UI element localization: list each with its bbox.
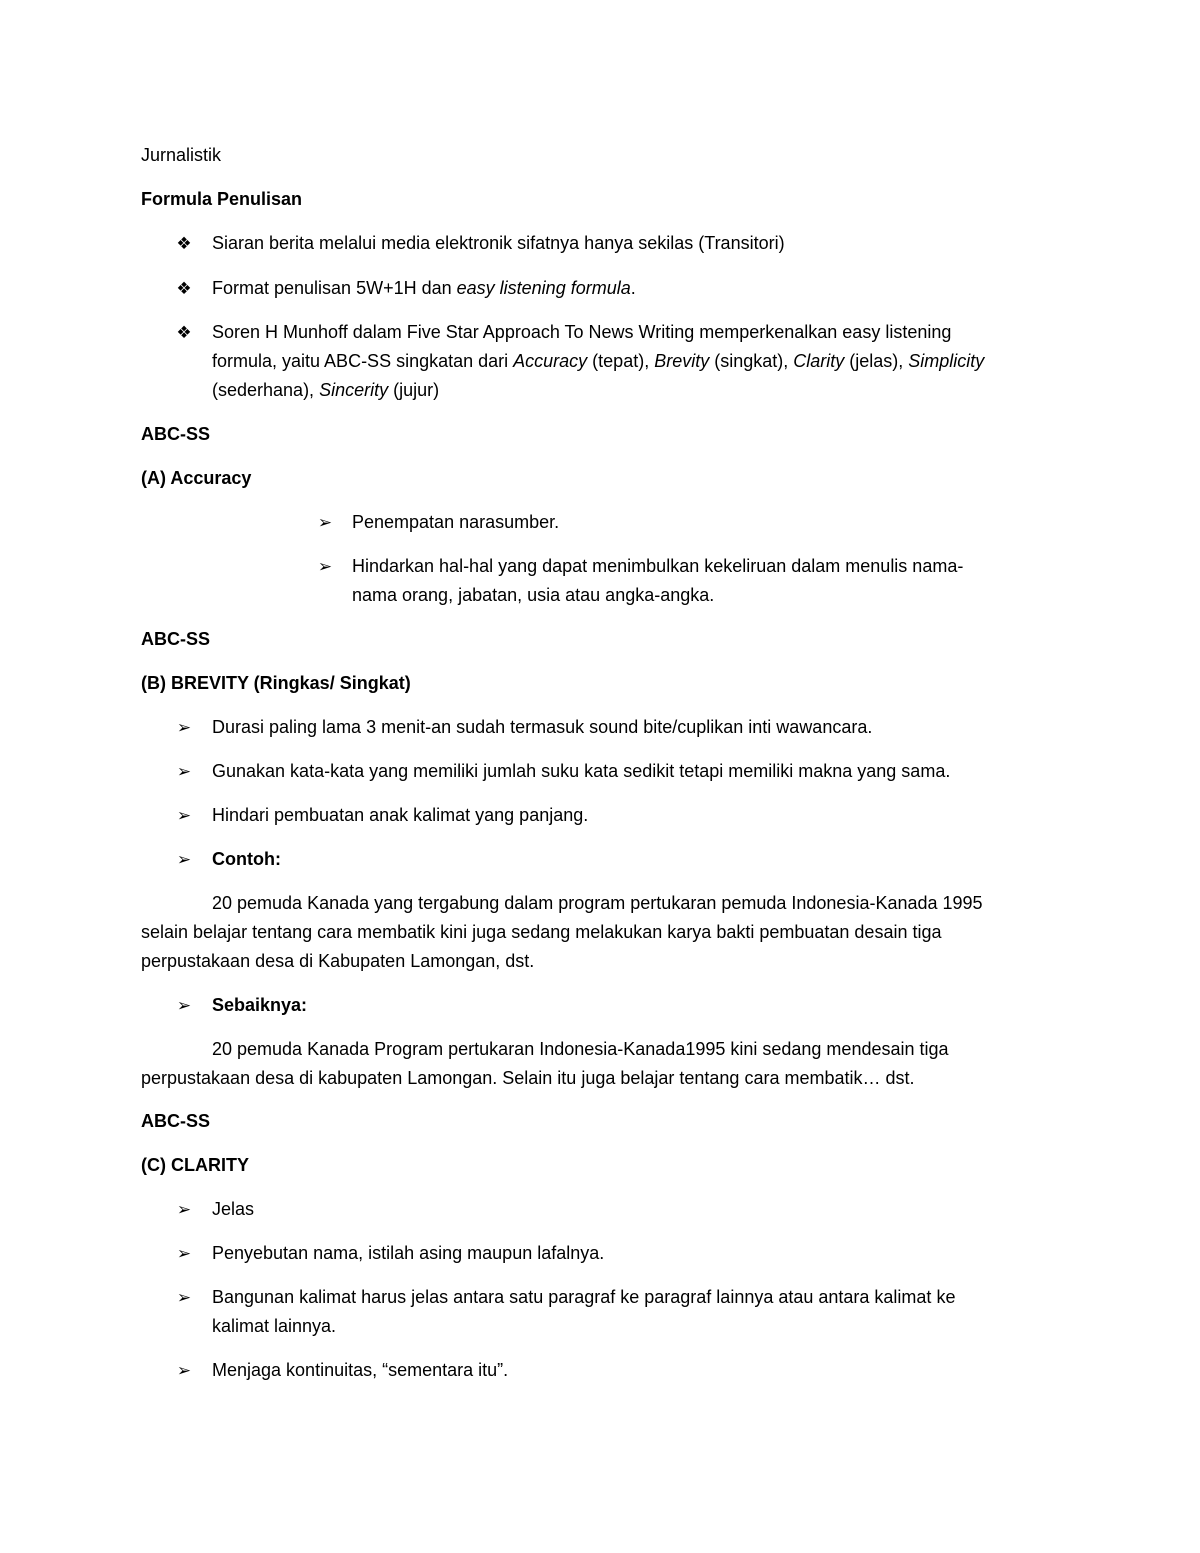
soren-text: (jujur)	[388, 380, 440, 400]
diamond-bullet-icon: ❖	[176, 279, 192, 298]
clarity-heading: (C) CLARITY	[141, 1155, 249, 1175]
formula-item-2	[212, 274, 636, 303]
formula-item-2-text: Format penulisan 5W+1H dan	[212, 278, 457, 298]
soren-line-3	[212, 376, 439, 405]
clarity-item-3b: kalimat lainnya.	[212, 1316, 337, 1336]
formula-item-1: Siaran berita melalui media elektronik sifatnya hanya sekilas (Transitori)	[212, 233, 785, 253]
brevity-item-2: Gunakan kata-kata yang memiliki jumlah suku kata sedikit tetapi memiliki makna yang sama.	[212, 761, 951, 781]
soren-text: (sederhana),	[212, 380, 320, 400]
accuracy-item-1: Penempatan narasumber.	[352, 512, 560, 532]
abcss-label: ABC-SS	[141, 629, 211, 649]
soren-text: (jelas),	[844, 351, 909, 371]
soren-brevity: Brevity	[654, 351, 710, 371]
soren-line-2	[212, 347, 984, 376]
formula-item-2-italic: easy listening formula	[456, 278, 631, 298]
soren-text: (singkat),	[709, 351, 794, 371]
diamond-bullet-icon: ❖	[176, 323, 192, 342]
soren-simplicity: Simplicity	[908, 351, 985, 371]
accuracy-item-2b: nama orang, jabatan, usia atau angka-angka.	[352, 585, 715, 605]
contoh-label: Contoh:	[212, 849, 281, 869]
sebaiknya-line-1: 20 pemuda Kanada Program pertukaran Indonesia-Kanada1995 kini sedang mendesain tiga	[212, 1039, 949, 1059]
soren-text: (tepat),	[587, 351, 655, 371]
contoh-line-2: selain belajar tentang cara membatik kini juga sedang melakukan karya bakti pembuatan desain tiga	[141, 922, 942, 942]
contoh-line-1: 20 pemuda Kanada yang tergabung dalam program pertukaran pemuda Indonesia-Kanada 1995	[212, 893, 983, 913]
arrow-bullet-icon: ➢	[176, 1244, 192, 1263]
arrow-bullet-icon: ➢	[176, 850, 192, 869]
clarity-item-3a: Bangunan kalimat harus jelas antara satu paragraf ke paragraf lainnya atau antara kalimat ke	[212, 1287, 956, 1307]
document-title: Jurnalistik	[141, 145, 222, 165]
arrow-bullet-icon: ➢	[317, 557, 333, 576]
arrow-bullet-icon: ➢	[176, 806, 192, 825]
contoh-line-3: perpustakaan desa di Kabupaten Lamongan, dst.	[141, 951, 535, 971]
soren-line-1: Soren H Munhoff dalam Five Star Approach To News Writing memperkenalkan easy listening	[212, 322, 952, 342]
abcss-label: ABC-SS	[141, 1111, 211, 1131]
accuracy-item-2a: Hindarkan hal-hal yang dapat menimbulkan kekeliruan dalam menulis nama-	[352, 556, 964, 576]
brevity-item-1: Durasi paling lama 3 menit-an sudah termasuk sound bite/cuplikan inti wawancara.	[212, 717, 873, 737]
abcss-label: ABC-SS	[141, 424, 211, 444]
soren-accuracy: Accuracy	[513, 351, 588, 371]
sebaiknya-line-2: perpustakaan desa di kabupaten Lamongan. Selain itu juga belajar tentang cara membatik… dst.	[141, 1068, 915, 1088]
formula-item-2-end: .	[630, 278, 636, 298]
soren-text: formula, yaitu ABC-SS singkatan dari	[212, 351, 514, 371]
soren-clarity: Clarity	[793, 351, 845, 371]
arrow-bullet-icon: ➢	[176, 1288, 192, 1307]
brevity-item-3: Hindari pembuatan anak kalimat yang panjang.	[212, 805, 589, 825]
sebaiknya-label: Sebaiknya:	[212, 995, 308, 1015]
clarity-item-4: Menjaga kontinuitas, “sementara itu”.	[212, 1360, 509, 1380]
brevity-heading: (B) BREVITY (Ringkas/ Singkat)	[141, 673, 411, 693]
formula-heading: Formula Penulisan	[141, 189, 303, 209]
arrow-bullet-icon: ➢	[176, 718, 192, 737]
accuracy-heading: (A) Accuracy	[141, 468, 252, 488]
clarity-item-2: Penyebutan nama, istilah asing maupun lafalnya.	[212, 1243, 605, 1263]
arrow-bullet-icon: ➢	[176, 762, 192, 781]
arrow-bullet-icon: ➢	[317, 513, 333, 532]
clarity-item-1: Jelas	[212, 1199, 255, 1219]
arrow-bullet-icon: ➢	[176, 996, 192, 1015]
diamond-bullet-icon: ❖	[176, 234, 192, 253]
arrow-bullet-icon: ➢	[176, 1361, 192, 1380]
soren-sincerity: Sincerity	[319, 380, 389, 400]
arrow-bullet-icon: ➢	[176, 1200, 192, 1219]
